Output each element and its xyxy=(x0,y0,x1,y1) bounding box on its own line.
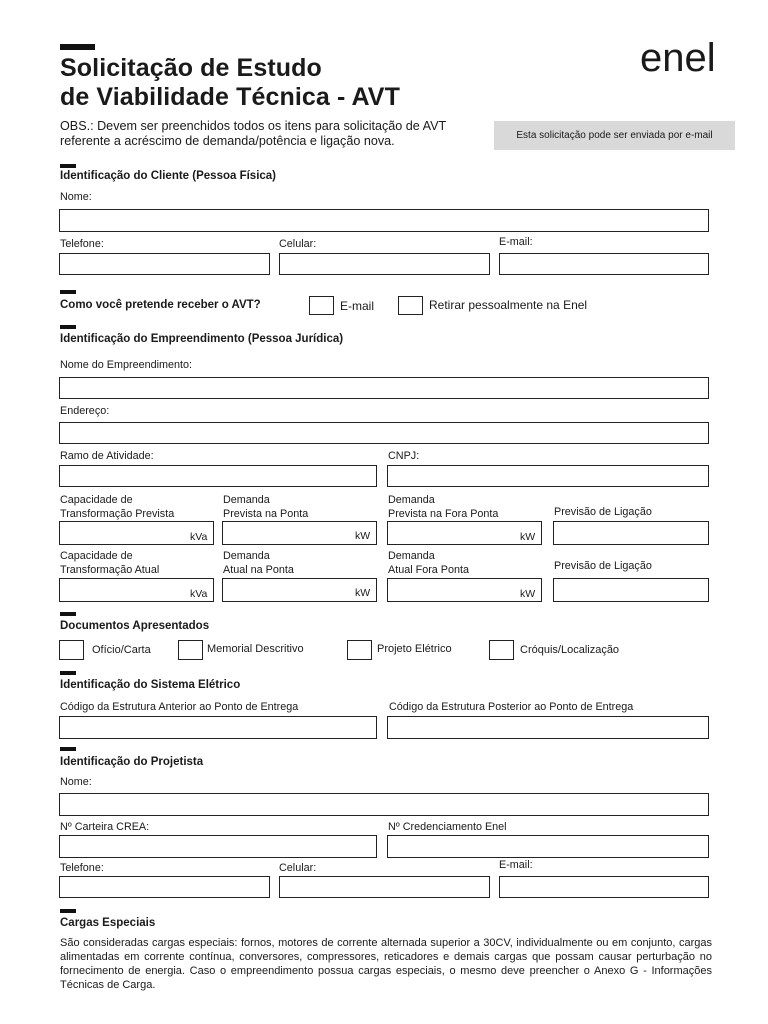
cliente-email-field[interactable] xyxy=(499,253,709,275)
cliente-telefone-label: Telefone: xyxy=(60,238,104,250)
doc-memorial-label: Memorial Descritivo xyxy=(207,643,304,655)
dem-fora-atual-label-1: Demanda xyxy=(388,550,435,562)
dem-ponta-atual-label-2: Atual na Ponta xyxy=(223,564,294,576)
projetista-telefone-label: Telefone: xyxy=(60,862,104,874)
cnpj-field[interactable] xyxy=(387,465,709,487)
cliente-celular-field[interactable] xyxy=(279,253,490,275)
cap-prevista-unit: kVa xyxy=(190,531,208,543)
projetista-telefone-field[interactable] xyxy=(59,876,270,898)
cap-atual-label-1: Capacidade de xyxy=(60,550,133,562)
dem-fora-atual-unit: kW xyxy=(520,588,536,600)
projetista-email-field[interactable] xyxy=(499,876,709,898)
title-line-2: de Viabilidade Técnica - AVT xyxy=(60,83,400,111)
section-marker xyxy=(60,164,76,168)
projetista-celular-label: Celular: xyxy=(279,862,317,874)
dem-ponta-atual-field[interactable] xyxy=(222,578,377,602)
cliente-nome-field[interactable] xyxy=(59,209,709,232)
dem-fora-prevista-label-1: Demanda xyxy=(388,494,435,506)
endereco-field[interactable] xyxy=(59,422,709,444)
dem-fora-atual-label xyxy=(388,549,469,577)
section-title-documentos: Documentos Apresentados xyxy=(60,620,210,632)
cap-atual-unit: kVa xyxy=(190,588,208,600)
receive-email-checkbox[interactable] xyxy=(309,296,334,315)
doc-oficio-checkbox[interactable] xyxy=(59,640,84,660)
cliente-telefone-field[interactable] xyxy=(59,253,270,275)
dem-ponta-atual-label-1: Demanda xyxy=(223,550,270,562)
section-marker xyxy=(60,671,76,675)
doc-memorial-checkbox[interactable] xyxy=(178,640,203,660)
enel-logo: enel xyxy=(640,36,716,80)
projetista-nome-field[interactable] xyxy=(59,793,709,816)
credenciamento-field[interactable] xyxy=(387,835,709,858)
doc-projeto-label: Projeto Elétrico xyxy=(377,643,452,655)
section-marker xyxy=(60,325,76,329)
cnpj-label: CNPJ: xyxy=(388,450,420,462)
header-accent-bar xyxy=(60,44,95,50)
cap-prevista-label-1: Capacidade de xyxy=(60,494,133,506)
obs-note: OBS.: Devem ser preenchidos todos os itens para solicitação de AVT referente a acréscimo de demanda/potência e ligação nova. xyxy=(60,119,446,148)
cargas-paragraph: São consideradas cargas especiais: fornos, motores de corrente alternada superior a 30CV, individualmente ou em conjunto, cargas alimentadas em corrente contínua, conversores, compressores, reticadores e demais cargas que possam causar perturbação no fornecimento de energia. Caso o empreendimento possua cargas especiais, o mesmo deve preencher o Anexo G - Informações Técnicas de Carga. xyxy=(60,937,712,991)
receive-retirar-checkbox[interactable] xyxy=(398,296,423,315)
dem-ponta-prevista-label-1: Demanda xyxy=(223,494,270,506)
estrutura-posterior-label: Código da Estrutura Posterior ao Ponto de Entrega xyxy=(389,701,634,713)
dem-fora-prevista-unit: kW xyxy=(520,531,536,543)
credenciamento-label: Nº Credenciamento Enel xyxy=(388,821,507,833)
dem-fora-atual-label-2: Atual Fora Ponta xyxy=(388,564,470,576)
empreendimento-nome-field[interactable] xyxy=(59,377,709,399)
empreendimento-nome-label: Nome do Empreendimento: xyxy=(60,359,193,371)
cap-prevista-label xyxy=(60,493,174,521)
estrutura-anterior-field[interactable] xyxy=(59,716,377,739)
receive-email-label: E-mail xyxy=(340,299,375,313)
projetista-email-label: E-mail: xyxy=(499,859,533,871)
projetista-nome-label: Nome: xyxy=(60,776,92,788)
section-marker xyxy=(60,909,76,913)
section-title-empreendimento: Identificação do Empreendimento (Pessoa Jurídica) xyxy=(60,333,344,345)
prev-ligacao-label-2: Previsão de Ligação xyxy=(554,560,652,572)
cliente-celular-label: Celular: xyxy=(279,238,317,250)
page-title xyxy=(60,54,400,112)
estrutura-posterior-field[interactable] xyxy=(387,716,709,739)
crea-field[interactable] xyxy=(59,835,377,858)
section-marker xyxy=(60,747,76,751)
doc-croquis-checkbox[interactable] xyxy=(489,640,514,660)
dem-ponta-prevista-label-2: Prevista na Ponta xyxy=(223,508,309,520)
doc-projeto-checkbox[interactable] xyxy=(347,640,372,660)
estrutura-anterior-label: Código da Estrutura Anterior ao Ponto de Entrega xyxy=(60,701,299,713)
dem-fora-prevista-field[interactable] xyxy=(387,521,542,545)
dem-fora-prevista-label xyxy=(388,493,498,521)
projetista-celular-field[interactable] xyxy=(279,876,490,898)
dem-fora-atual-field[interactable] xyxy=(387,578,542,602)
prev-ligacao-label-1: Previsão de Ligação xyxy=(554,506,652,518)
prev-ligacao-field-2[interactable] xyxy=(553,578,709,602)
cap-prevista-label-2: Transformação Prevista xyxy=(60,508,175,520)
dem-ponta-atual-unit: kW xyxy=(355,587,371,599)
dem-ponta-atual-label xyxy=(223,549,294,577)
dem-fora-prevista-label-2: Prevista na Fora Ponta xyxy=(388,508,499,520)
cliente-nome-label: Nome: xyxy=(60,191,92,203)
dem-ponta-prevista-field[interactable] xyxy=(222,521,377,545)
doc-oficio-label: Ofício/Carta xyxy=(92,644,151,656)
section-title-cargas: Cargas Especiais xyxy=(60,917,156,929)
receive-question: Como você pretende receber o AVT? xyxy=(60,299,261,311)
section-title-projetista: Identificação do Projetista xyxy=(60,756,204,768)
doc-croquis-label: Cróquis/Localização xyxy=(520,644,620,656)
email-notice-badge: Esta solicitação pode ser enviada por e-mail xyxy=(494,121,735,150)
cap-atual-label xyxy=(60,549,159,577)
prev-ligacao-field-1[interactable] xyxy=(553,521,709,545)
dem-ponta-prevista-unit: kW xyxy=(355,530,371,542)
receive-retirar-label: Retirar pessoalmente na Enel xyxy=(429,298,588,312)
crea-label: Nº Carteira CREA: xyxy=(60,821,150,833)
section-title-cliente: Identificação do Cliente (Pessoa Física) xyxy=(60,170,277,182)
section-marker xyxy=(60,612,76,616)
ramo-field[interactable] xyxy=(59,465,377,487)
endereco-label: Endereço: xyxy=(60,405,110,417)
title-line-1: Solicitação de Estudo xyxy=(60,54,322,82)
section-marker xyxy=(60,290,76,294)
ramo-label: Ramo de Atividade: xyxy=(60,450,154,462)
cliente-email-label: E-mail: xyxy=(499,236,533,248)
section-title-sistema: Identificação do Sistema Elétrico xyxy=(60,679,241,691)
dem-ponta-prevista-label xyxy=(223,493,308,521)
cap-atual-label-2: Transformação Atual xyxy=(60,564,160,576)
